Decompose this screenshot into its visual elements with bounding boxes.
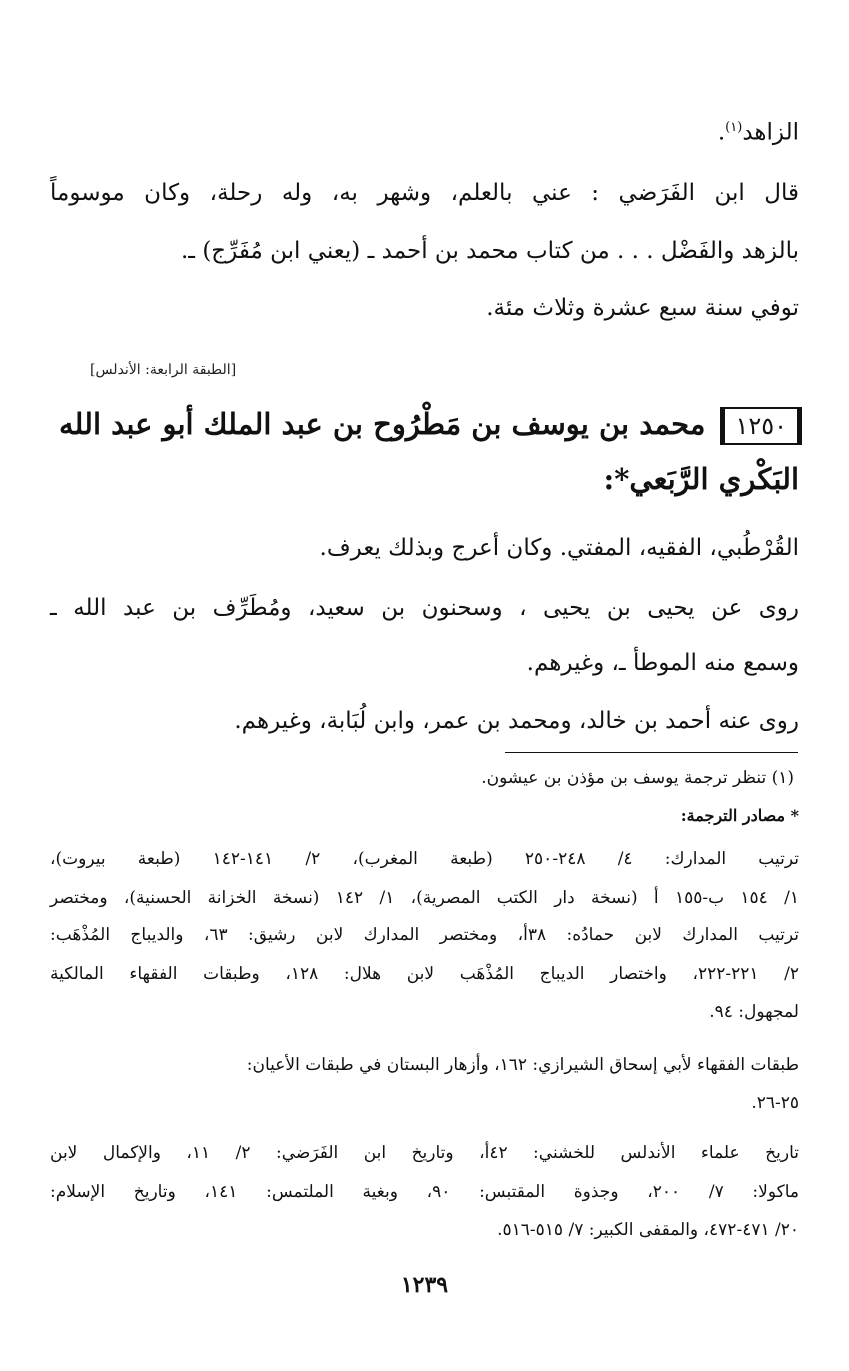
sources-line-7: ٢٥-٢٦. [751,1093,799,1113]
sources-line-6: طبقات الفقهاء لأبي إسحاق الشيرازي: ١٦٢، وأزهار البستان في طبقات الأعيان: [246,1055,799,1075]
footnote-rule [505,752,798,753]
sources-line-1: ترتيب المدارك: ٤/ ٢٤٨-٢٥٠ (طبعة المغرب)، ٢/ ١٤١-١٤٢ (طبعة بيروت)، [50,849,799,869]
footnote-1: (١) تنظر ترجمة يوسف بن مؤذن بن عيشون. [481,768,794,788]
body-line-2: قال ابن الفَرَضي : عني بالعلم، وشهر به، وله رحلة، وكان موسوماً [50,180,799,206]
sources-line-3: ترتيب المدارك لابن حمادُه: ٣٨أ، ومختصر المدارك لابن رشيق: ٦٣، والديباج المُذْهَب: [50,925,800,945]
entry-number-box: ١٢٥٠ [723,407,799,445]
body-line-1-text: الزاهد [742,119,799,146]
sources-heading: * مصادر الترجمة: [680,806,799,825]
sources-line-8: تاريخ علماء الأندلس للخشني: ٤٢أ، وتاريخ ابن الفَرَضي: ٢/ ١١، والإكمال لابن [50,1143,799,1163]
entry-body-line-3: وسمع منه الموطأ ـ، وغيرهم. [526,650,799,676]
body-line-1-end: . [717,119,726,146]
sources-line-9: ماكولا: ٧/ ٢٠٠، وجذوة المقتبس: ٩٠، وبغية الملتمس: ١٤١، وتاريخ الإسلام: [50,1182,799,1202]
body-line-1 [718,112,799,149]
body-line-4: توفي سنة سبع عشرة وثلاث مئة. [486,295,799,321]
page-number: ١٢٣٩ [400,1272,449,1298]
section-header-tag: [الطبقة الرابعة: الأندلس] [90,362,237,378]
entry-body-line-2: روى عن يحيى بن يحيى ، وسحنون بن سعيد، ومُطَرِّف بن عبد الله ـ [50,595,799,621]
body-line-3: بالزهد والفَضْل . . . من كتاب محمد بن أحمد ـ (يعني ابن مُفَرِّج) ـ. [180,238,799,264]
entry-body-line-4: روى عنه أحمد بن خالد، ومحمد بن عمر، وابن لُبَابة، وغيرهم. [234,708,799,734]
sources-line-4: ٢/ ٢٢١-٢٢٢، واختصار الديباج المُذْهَب لابن هلال: ١٢٨، وطبقات الفقهاء المالكية [50,964,799,984]
sources-line-2: ١/ ١٥٤ ب-١٥٥ أ (نسخة دار الكتب المصرية)، ١/ ١٤٢ (نسخة الخزانة الحسنية)، ومختصر [50,888,800,908]
entry-title-line-1 [59,407,799,445]
footnote-ref-1[interactable]: (١) [725,120,743,135]
entry-title-text-1: محمد بن يوسف بن مَطْرُوح بن عبد الملك أبو عبد الله [58,407,706,441]
entry-body-line-1: القُرْطُبي، الفقيه، المفتي. وكان أعرج وبذلك يعرف. [319,535,799,561]
sources-line-10: ٢٠/ ٤٧١-٤٧٢، والمقفى الكبير: ٧/ ٥١٥-٥١٦. [497,1220,799,1240]
entry-title-line-2: البَكْري الرَّبَعي*: [603,462,799,496]
sources-line-5: لمجهول: ٩٤. [709,1002,799,1022]
